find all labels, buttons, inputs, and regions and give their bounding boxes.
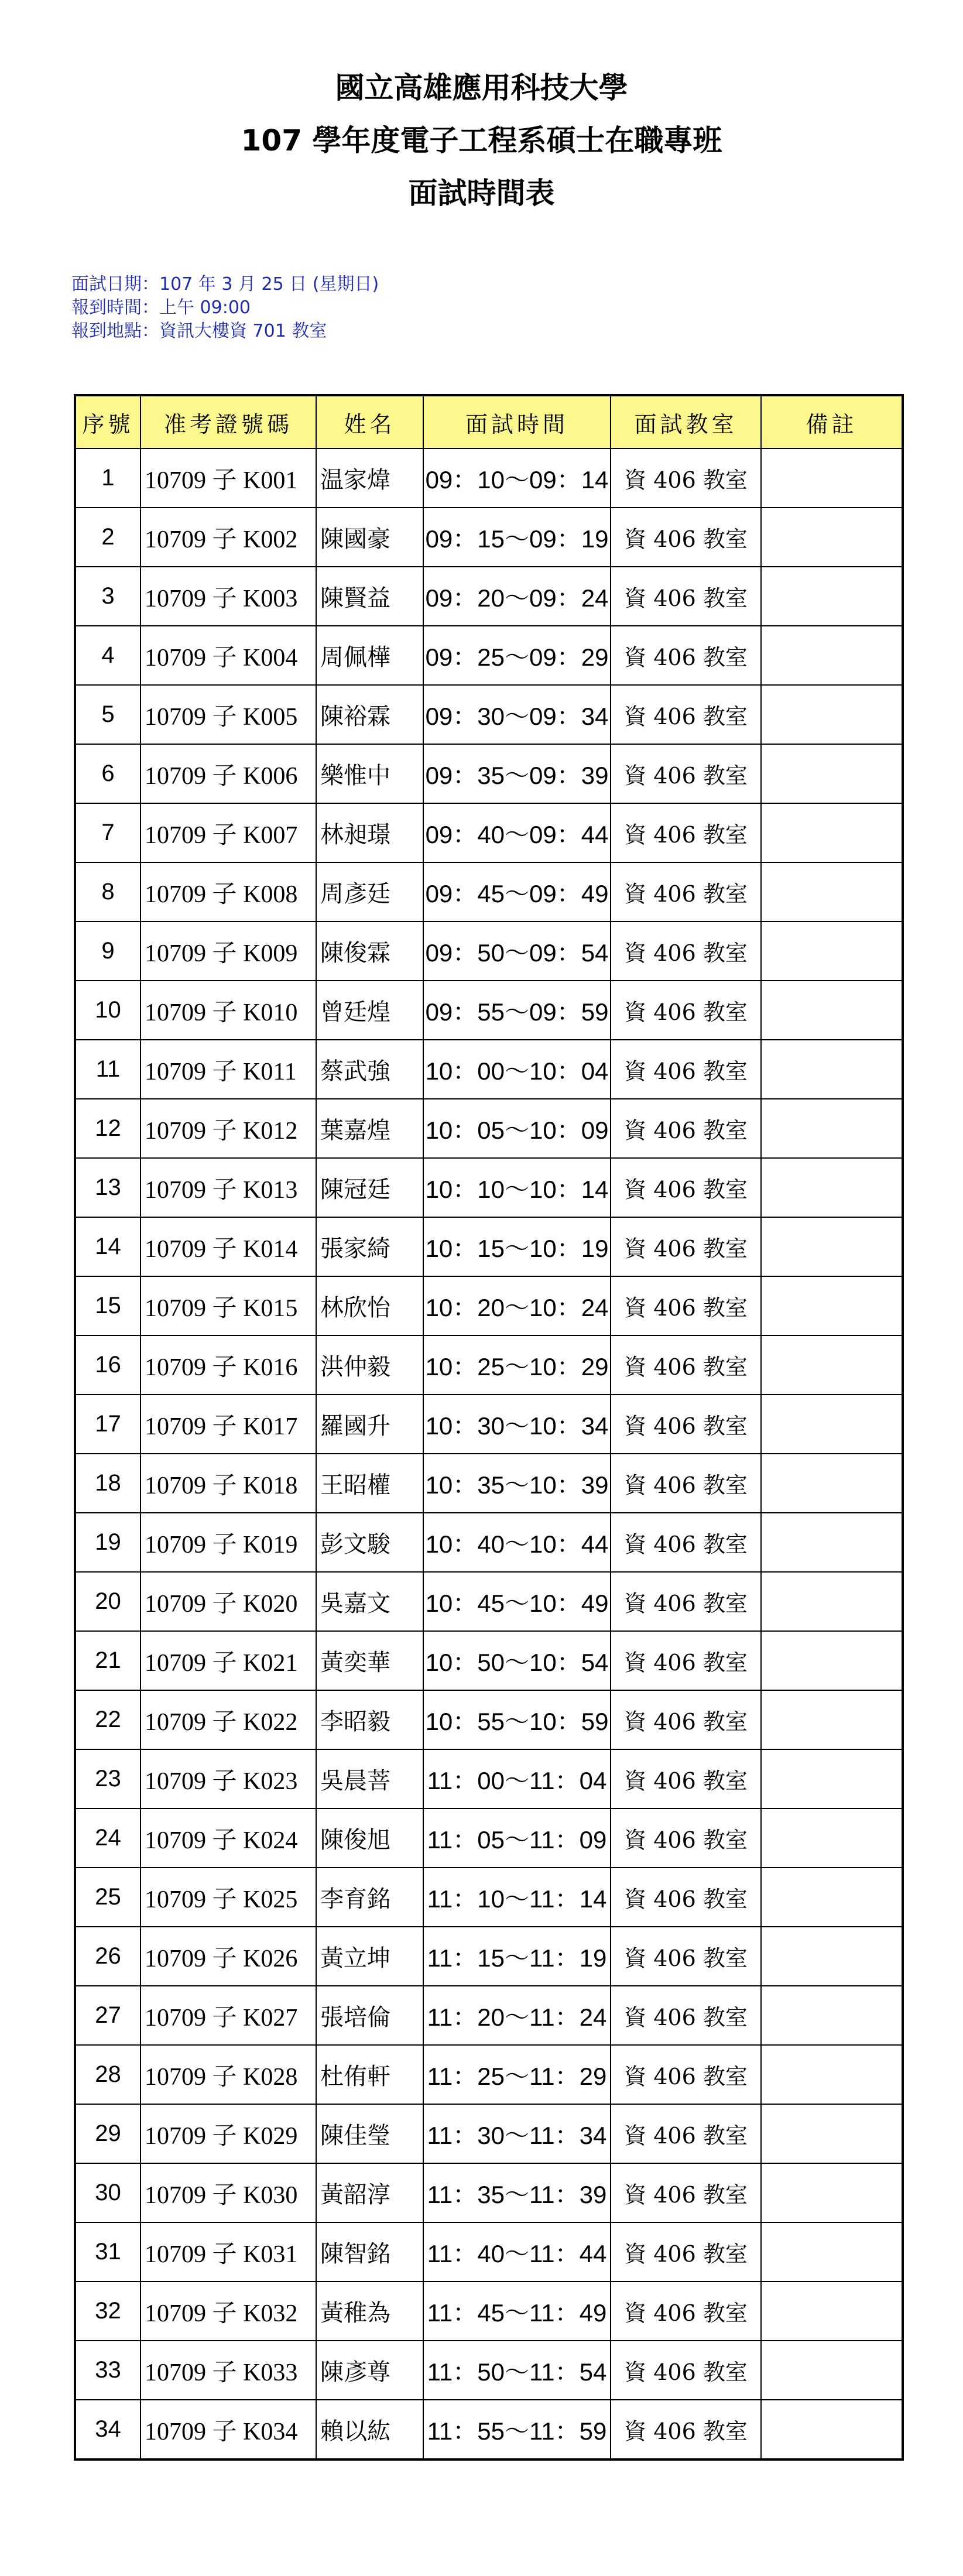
cell-name: 陳裕霖 (316, 685, 423, 744)
cell-note (761, 508, 903, 567)
cell-time: 11：20～11：24 (423, 1986, 611, 2045)
cell-seq: 7 (75, 803, 140, 862)
cell-seq: 20 (75, 1572, 140, 1631)
table-row (75, 1690, 903, 1749)
cell-seq: 31 (75, 2222, 140, 2282)
table-row (75, 1631, 903, 1690)
checkin-place: 報到地點：資訊大樓資 701 教室 (71, 321, 327, 341)
cell-note (761, 803, 903, 862)
cell-room: 資 406 教室 (611, 567, 761, 626)
cell-seq: 6 (75, 744, 140, 803)
document-header (0, 73, 963, 231)
university-title: 國立高雄應用科技大學 (335, 71, 628, 105)
cell-time: 09：15～09：19 (423, 508, 611, 567)
cell-time: 11：45～11：49 (423, 2282, 611, 2341)
cell-name: 李昭毅 (316, 1690, 423, 1749)
cell-room: 資 406 教室 (611, 1454, 761, 1513)
cell-seq: 14 (75, 1217, 140, 1276)
cell-note (761, 744, 903, 803)
cell-time: 10：25～10：29 (423, 1335, 611, 1395)
cell-seq: 17 (75, 1395, 140, 1454)
cell-note (761, 626, 903, 685)
cell-note (761, 1395, 903, 1454)
cell-name: 羅國升 (316, 1395, 423, 1454)
cell-name: 樂惟中 (316, 744, 423, 803)
cell-note (761, 1217, 903, 1276)
cell-room: 資 406 教室 (611, 2341, 761, 2400)
table-row (75, 2045, 903, 2104)
cell-room: 資 406 教室 (611, 1749, 761, 1808)
cell-room: 資 406 教室 (611, 1808, 761, 1868)
cell-name: 黃韶淳 (316, 2163, 423, 2222)
table-row (75, 1572, 903, 1631)
cell-note (761, 1454, 903, 1513)
cell-admission-no: 10709 子 K029 (140, 2104, 316, 2163)
cell-time: 09：30～09：34 (423, 685, 611, 744)
cell-room: 資 406 教室 (611, 1572, 761, 1631)
table-row (75, 2282, 903, 2341)
cell-time: 10：55～10：59 (423, 1690, 611, 1749)
cell-name: 林昶璟 (316, 803, 423, 862)
cell-room: 資 406 教室 (611, 1395, 761, 1454)
cell-name: 陳俊旭 (316, 1808, 423, 1868)
cell-room: 資 406 教室 (611, 2045, 761, 2104)
cell-name: 黃奕華 (316, 1631, 423, 1690)
cell-time: 11：30～11：34 (423, 2104, 611, 2163)
interview-schedule-table (74, 394, 904, 2461)
table-row (75, 1513, 903, 1572)
cell-note (761, 2163, 903, 2222)
cell-note (761, 2222, 903, 2282)
cell-seq: 13 (75, 1158, 140, 1217)
cell-note (761, 2400, 903, 2459)
table-row (75, 1808, 903, 1868)
cell-admission-no: 10709 子 K027 (140, 1986, 316, 2045)
cell-time: 10：40～10：44 (423, 1513, 611, 1572)
cell-time: 11：00～11：04 (423, 1749, 611, 1808)
table-row (75, 685, 903, 744)
table-row (75, 1454, 903, 1513)
cell-time: 11：15～11：19 (423, 1927, 611, 1986)
table-row (75, 1986, 903, 2045)
program-title: 107 學年度電子工程系碩士在職專班 (241, 124, 722, 157)
cell-time: 09：25～09：29 (423, 626, 611, 685)
cell-seq: 11 (75, 1040, 140, 1099)
cell-seq: 26 (75, 1927, 140, 1986)
cell-room: 資 406 教室 (611, 1099, 761, 1158)
cell-note (761, 685, 903, 744)
cell-note (761, 1631, 903, 1690)
cell-name: 陳國豪 (316, 508, 423, 567)
cell-name: 彭文駿 (316, 1513, 423, 1572)
cell-name: 曾廷煌 (316, 981, 423, 1040)
cell-time: 10：10～10：14 (423, 1158, 611, 1217)
cell-name: 陳彥尊 (316, 2341, 423, 2400)
cell-time: 10：30～10：34 (423, 1395, 611, 1454)
cell-time: 11：25～11：29 (423, 2045, 611, 2104)
cell-name: 吳晨菩 (316, 1749, 423, 1808)
cell-admission-no: 10709 子 K031 (140, 2222, 316, 2282)
cell-room: 資 406 教室 (611, 508, 761, 567)
table-row (75, 1868, 903, 1927)
cell-note (761, 1868, 903, 1927)
cell-seq: 8 (75, 862, 140, 922)
cell-room: 資 406 教室 (611, 1868, 761, 1927)
table-row (75, 1099, 903, 1158)
cell-time: 10：05～10：09 (423, 1099, 611, 1158)
checkin-time: 報到時間：上午 09:00 (71, 297, 251, 318)
table-row (75, 508, 903, 567)
col-header-name: 姓名 (316, 395, 423, 448)
cell-seq: 27 (75, 1986, 140, 2045)
cell-name: 葉嘉煌 (316, 1099, 423, 1158)
table-row (75, 1927, 903, 1986)
cell-time: 09：10～09：14 (423, 448, 611, 508)
cell-time: 09：20～09：24 (423, 567, 611, 626)
cell-seq: 33 (75, 2341, 140, 2400)
table-row (75, 1040, 903, 1099)
cell-room: 資 406 教室 (611, 862, 761, 922)
cell-note (761, 448, 903, 508)
cell-room: 資 406 教室 (611, 1335, 761, 1395)
cell-name: 杜侑軒 (316, 2045, 423, 2104)
cell-admission-no: 10709 子 K003 (140, 567, 316, 626)
cell-note (761, 1927, 903, 1986)
cell-seq: 15 (75, 1276, 140, 1335)
table-row (75, 2222, 903, 2282)
cell-time: 10：20～10：24 (423, 1276, 611, 1335)
cell-seq: 32 (75, 2282, 140, 2341)
table-row (75, 862, 903, 922)
table-row (75, 981, 903, 1040)
cell-room: 資 406 教室 (611, 2163, 761, 2222)
cell-admission-no: 10709 子 K010 (140, 981, 316, 1040)
cell-time: 09：40～09：44 (423, 803, 611, 862)
cell-note (761, 1040, 903, 1099)
table-row (75, 1158, 903, 1217)
cell-note (761, 2341, 903, 2400)
cell-admission-no: 10709 子 K022 (140, 1690, 316, 1749)
cell-seq: 28 (75, 2045, 140, 2104)
cell-seq: 18 (75, 1454, 140, 1513)
cell-seq: 30 (75, 2163, 140, 2222)
table-row (75, 1217, 903, 1276)
cell-name: 温家煒 (316, 448, 423, 508)
table-row (75, 1749, 903, 1808)
cell-note (761, 2282, 903, 2341)
cell-room: 資 406 教室 (611, 2282, 761, 2341)
cell-admission-no: 10709 子 K001 (140, 448, 316, 508)
table-row (75, 567, 903, 626)
cell-time: 11：10～11：14 (423, 1868, 611, 1927)
cell-time: 10：00～10：04 (423, 1040, 611, 1099)
cell-note (761, 2104, 903, 2163)
cell-seq: 3 (75, 567, 140, 626)
table-row (75, 2400, 903, 2459)
cell-seq: 22 (75, 1690, 140, 1749)
table-row (75, 922, 903, 981)
cell-room: 資 406 教室 (611, 981, 761, 1040)
cell-admission-no: 10709 子 K013 (140, 1158, 316, 1217)
cell-name: 王昭權 (316, 1454, 423, 1513)
table-header-row (75, 395, 903, 448)
cell-note (761, 981, 903, 1040)
cell-note (761, 1158, 903, 1217)
table-row (75, 803, 903, 862)
cell-seq: 4 (75, 626, 140, 685)
cell-note (761, 567, 903, 626)
cell-time: 11：55～11：59 (423, 2400, 611, 2459)
cell-seq: 29 (75, 2104, 140, 2163)
cell-seq: 12 (75, 1099, 140, 1158)
cell-room: 資 406 教室 (611, 1158, 761, 1217)
cell-admission-no: 10709 子 K028 (140, 2045, 316, 2104)
cell-seq: 16 (75, 1335, 140, 1395)
cell-seq: 5 (75, 685, 140, 744)
cell-name: 陳冠廷 (316, 1158, 423, 1217)
interview-info (71, 273, 379, 343)
cell-admission-no: 10709 子 K007 (140, 803, 316, 862)
cell-name: 陳智銘 (316, 2222, 423, 2282)
cell-note (761, 862, 903, 922)
cell-admission-no: 10709 子 K005 (140, 685, 316, 744)
cell-admission-no: 10709 子 K004 (140, 626, 316, 685)
cell-room: 資 406 教室 (611, 685, 761, 744)
cell-seq: 10 (75, 981, 140, 1040)
cell-seq: 9 (75, 922, 140, 981)
cell-room: 資 406 教室 (611, 1927, 761, 1986)
cell-note (761, 1513, 903, 1572)
cell-admission-no: 10709 子 K002 (140, 508, 316, 567)
cell-name: 黃立坤 (316, 1927, 423, 1986)
table-row (75, 2163, 903, 2222)
cell-admission-no: 10709 子 K030 (140, 2163, 316, 2222)
cell-time: 11：50～11：54 (423, 2341, 611, 2400)
cell-note (761, 2045, 903, 2104)
col-header-admission-no: 准考證號碼 (140, 395, 316, 448)
cell-room: 資 406 教室 (611, 626, 761, 685)
cell-note (761, 1690, 903, 1749)
cell-admission-no: 10709 子 K006 (140, 744, 316, 803)
cell-room: 資 406 教室 (611, 1040, 761, 1099)
cell-name: 周彥廷 (316, 862, 423, 922)
cell-name: 李育銘 (316, 1868, 423, 1927)
cell-room: 資 406 教室 (611, 1217, 761, 1276)
cell-admission-no: 10709 子 K026 (140, 1927, 316, 1986)
cell-admission-no: 10709 子 K017 (140, 1395, 316, 1454)
col-header-room: 面試教室 (611, 395, 761, 448)
cell-name: 陳賢益 (316, 567, 423, 626)
cell-time: 09：45～09：49 (423, 862, 611, 922)
cell-name: 張培倫 (316, 1986, 423, 2045)
table-row (75, 448, 903, 508)
cell-room: 資 406 教室 (611, 1513, 761, 1572)
cell-time: 10：45～10：49 (423, 1572, 611, 1631)
cell-admission-no: 10709 子 K032 (140, 2282, 316, 2341)
cell-time: 09：55～09：59 (423, 981, 611, 1040)
cell-name: 陳俊霖 (316, 922, 423, 981)
cell-note (761, 1749, 903, 1808)
cell-room: 資 406 教室 (611, 1631, 761, 1690)
cell-name: 黃稚為 (316, 2282, 423, 2341)
cell-time: 10：50～10：54 (423, 1631, 611, 1690)
cell-time: 10：35～10：39 (423, 1454, 611, 1513)
cell-admission-no: 10709 子 K009 (140, 922, 316, 981)
cell-name: 陳佳瑩 (316, 2104, 423, 2163)
cell-note (761, 1808, 903, 1868)
cell-room: 資 406 教室 (611, 1276, 761, 1335)
cell-name: 林欣怡 (316, 1276, 423, 1335)
cell-note (761, 1335, 903, 1395)
cell-seq: 21 (75, 1631, 140, 1690)
cell-time: 11：05～11：09 (423, 1808, 611, 1868)
cell-admission-no: 10709 子 K020 (140, 1572, 316, 1631)
cell-admission-no: 10709 子 K021 (140, 1631, 316, 1690)
cell-time: 09：50～09：54 (423, 922, 611, 981)
cell-admission-no: 10709 子 K019 (140, 1513, 316, 1572)
cell-name: 吳嘉文 (316, 1572, 423, 1631)
cell-note (761, 1276, 903, 1335)
cell-name: 蔡武強 (316, 1040, 423, 1099)
cell-name: 周佩樺 (316, 626, 423, 685)
cell-room: 資 406 教室 (611, 448, 761, 508)
cell-admission-no: 10709 子 K012 (140, 1099, 316, 1158)
cell-admission-no: 10709 子 K034 (140, 2400, 316, 2459)
cell-room: 資 406 教室 (611, 1690, 761, 1749)
cell-seq: 34 (75, 2400, 140, 2459)
cell-admission-no: 10709 子 K023 (140, 1749, 316, 1808)
cell-admission-no: 10709 子 K014 (140, 1217, 316, 1276)
cell-time: 09：35～09：39 (423, 744, 611, 803)
cell-time: 11：40～11：44 (423, 2222, 611, 2282)
cell-admission-no: 10709 子 K011 (140, 1040, 316, 1099)
cell-admission-no: 10709 子 K033 (140, 2341, 316, 2400)
cell-admission-no: 10709 子 K015 (140, 1276, 316, 1335)
table-row (75, 1276, 903, 1335)
cell-room: 資 406 教室 (611, 803, 761, 862)
cell-time: 11：35～11：39 (423, 2163, 611, 2222)
cell-room: 資 406 教室 (611, 1986, 761, 2045)
cell-seq: 24 (75, 1808, 140, 1868)
table-row (75, 1395, 903, 1454)
table-row (75, 2341, 903, 2400)
table-row (75, 2104, 903, 2163)
cell-seq: 19 (75, 1513, 140, 1572)
col-header-seq: 序號 (75, 395, 140, 448)
cell-name: 洪仲毅 (316, 1335, 423, 1395)
table-row (75, 626, 903, 685)
cell-admission-no: 10709 子 K008 (140, 862, 316, 922)
table-row (75, 744, 903, 803)
cell-note (761, 1572, 903, 1631)
cell-seq: 25 (75, 1868, 140, 1927)
interview-date: 面試日期：107 年 3 月 25 日 (星期日) (71, 274, 379, 294)
cell-note (761, 1986, 903, 2045)
cell-seq: 23 (75, 1749, 140, 1808)
cell-admission-no: 10709 子 K016 (140, 1335, 316, 1395)
col-header-time: 面試時間 (423, 395, 611, 448)
cell-admission-no: 10709 子 K018 (140, 1454, 316, 1513)
cell-seq: 2 (75, 508, 140, 567)
col-header-note: 備註 (761, 395, 903, 448)
cell-note (761, 922, 903, 981)
cell-note (761, 1099, 903, 1158)
table-body (75, 448, 903, 2459)
cell-room: 資 406 教室 (611, 744, 761, 803)
cell-seq: 1 (75, 448, 140, 508)
cell-room: 資 406 教室 (611, 2400, 761, 2459)
cell-admission-no: 10709 子 K024 (140, 1808, 316, 1868)
cell-room: 資 406 教室 (611, 2104, 761, 2163)
cell-time: 10：15～10：19 (423, 1217, 611, 1276)
cell-room: 資 406 教室 (611, 922, 761, 981)
table-row (75, 1335, 903, 1395)
cell-admission-no: 10709 子 K025 (140, 1868, 316, 1927)
cell-name: 張家綺 (316, 1217, 423, 1276)
document-title: 面試時間表 (408, 176, 555, 210)
cell-name: 賴以紘 (316, 2400, 423, 2459)
cell-room: 資 406 教室 (611, 2222, 761, 2282)
